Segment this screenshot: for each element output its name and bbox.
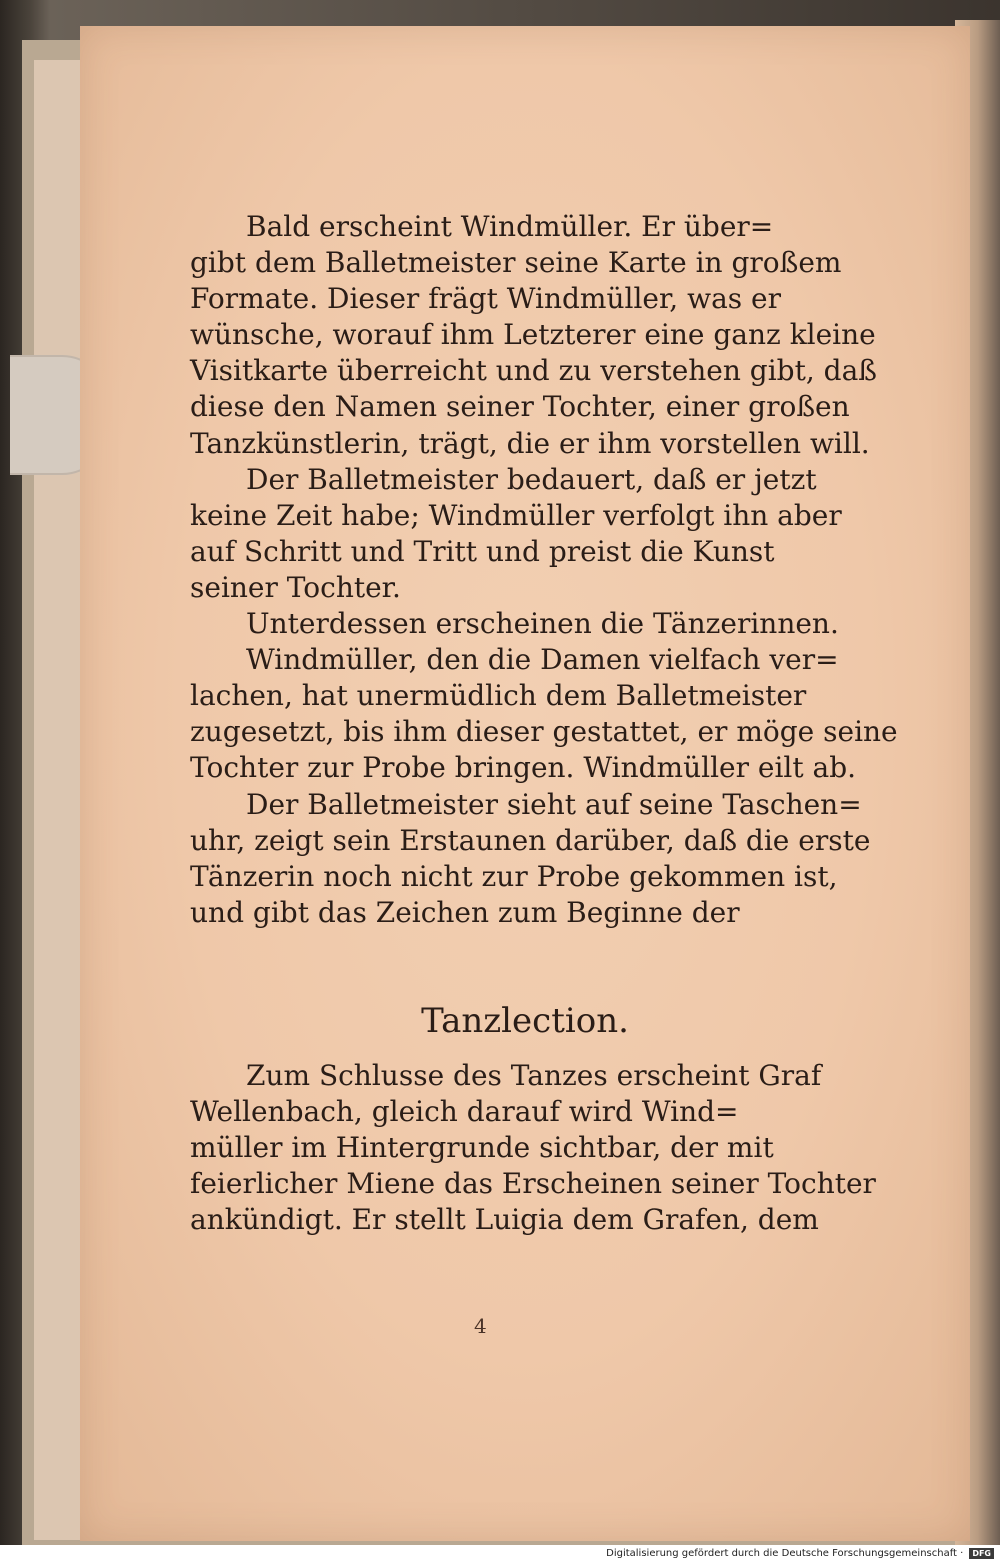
footer-credit: Digitalisierung gefördert durch die Deutsche Forschungsgemeinschaft · [606, 1547, 964, 1559]
text-line: Tanzkünstlerin, trägt, die er ihm vorstellen will. [190, 426, 870, 460]
text-line: Windmüller, den die Damen vielfach ver= [246, 643, 839, 677]
dfg-logo-icon: DFG [969, 1548, 994, 1559]
page-number: 4 [474, 1314, 487, 1338]
body-text [190, 209, 898, 931]
book-page [80, 26, 970, 1541]
page-edge [34, 60, 84, 1540]
text-line: Wellenbach, gleich darauf wird Wind= [190, 1095, 739, 1129]
text-line: Unterdessen erscheinen die Tänzerinnen. [246, 607, 839, 641]
body-text-2 [190, 1058, 876, 1238]
text-line: Der Balletmeister bedauert, daß er jetzt [246, 462, 817, 496]
text-line: auf Schritt und Tritt und preist die Kunst [190, 534, 775, 568]
text-line: Formate. Dieser frägt Windmüller, was er [190, 282, 781, 316]
text-line: seiner Tochter. [190, 570, 401, 604]
text-line: lachen, hat unermüdlich dem Balletmeister [190, 679, 807, 713]
text-line: und gibt das Zeichen zum Beginne der [190, 895, 740, 929]
text-line: zugesetzt, bis ihm dieser gestattet, er möge seine [190, 715, 898, 749]
text-line: diese den Namen seiner Tochter, einer großen [190, 390, 850, 424]
text-line: wünsche, worauf ihm Letzterer eine ganz kleine [190, 318, 876, 352]
text-line: ankündigt. Er stellt Luigia dem Grafen, dem [190, 1203, 819, 1237]
text-line: Visitkarte überreicht und zu verstehen gibt, daß [190, 354, 877, 388]
text-line: Tochter zur Probe bringen. Windmüller eilt ab. [190, 751, 857, 785]
text-line: Bald erscheint Windmüller. Er über= [246, 210, 774, 243]
text-line: gibt dem Balletmeister seine Karte in großem [190, 246, 842, 280]
text-line: keine Zeit habe; Windmüller verfolgt ihn aber [190, 498, 842, 532]
text-line: Tänzerin noch nicht zur Probe gekommen ist, [190, 859, 838, 893]
text-line: uhr, zeigt sein Erstaunen darüber, daß die erste [190, 823, 871, 857]
text-line: Zum Schlusse des Tanzes erscheint Graf [246, 1059, 822, 1092]
footer-bar [0, 1545, 1000, 1561]
text-line: Der Balletmeister sieht auf seine Taschen= [246, 787, 862, 821]
text-line: müller im Hintergrunde sichtbar, der mit [190, 1131, 774, 1165]
section-heading: Tanzlection. [421, 1001, 629, 1041]
text-line: feierlicher Miene das Erscheinen seiner Tochter [190, 1167, 876, 1201]
